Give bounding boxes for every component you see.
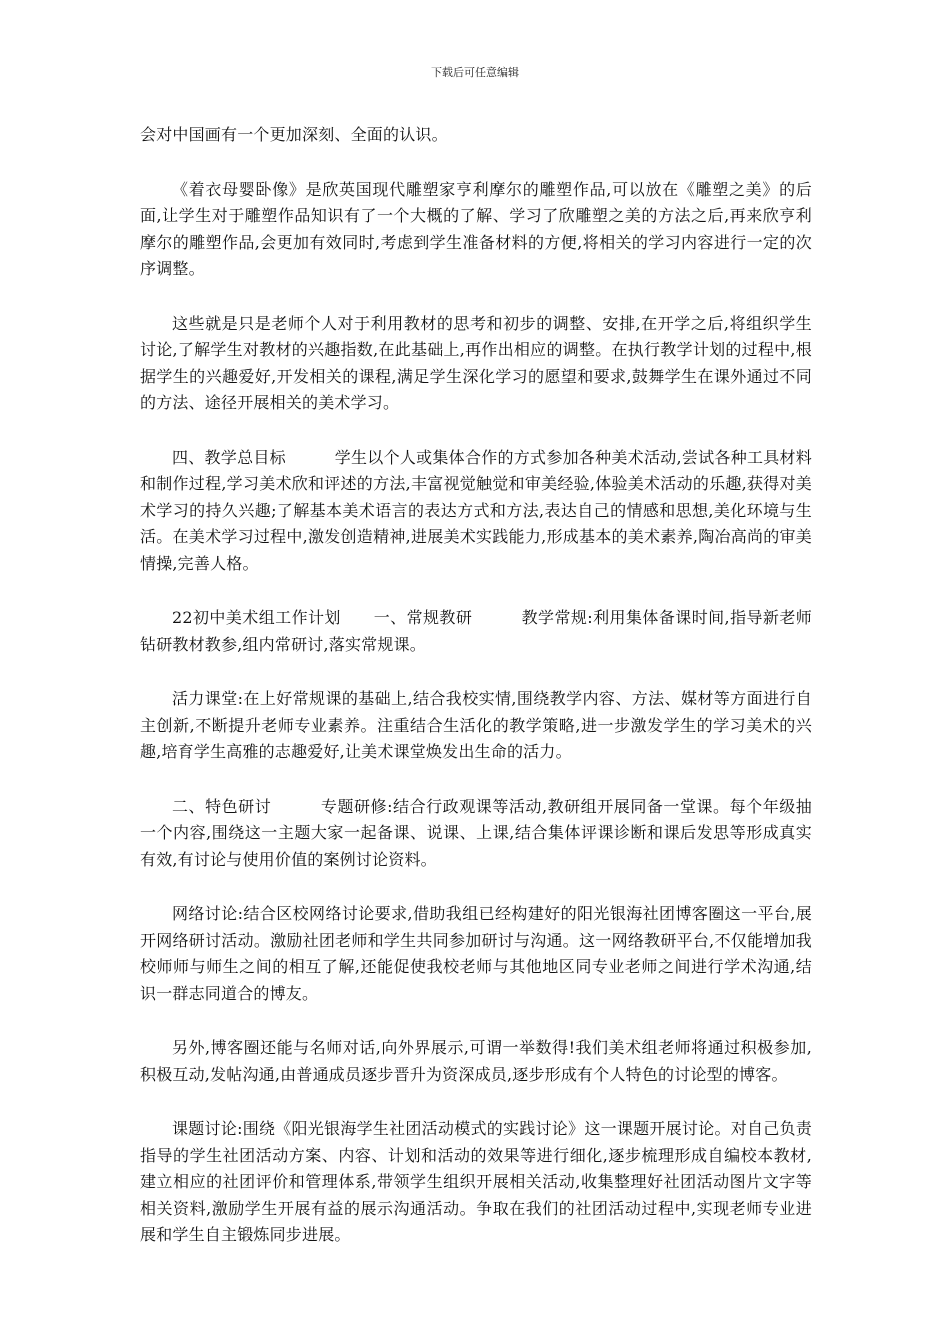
paragraph-10: 课题讨论:围绕《阳光银海学生社团活动模式的实践讨论》这一课题开展讨论。对自己负责指导的学生社团活动方案、内容、计划和活动的效果等进行细化,逐步梳理形成自编校本教材,建立相应的社团评价和管理体系,带领学生组织开展相关活动,收集整理好社团活动图片文字等相关资料,激励学生开展有益的展示沟通活动。争取在我们的社团活动过程中,实现老师专业进展和学生自主锻炼同步进展。 [140,1119,812,1244]
document-body [140,122,812,1249]
paragraph-4: 四、教学总目标 学生以个人或集体合作的方式参加各种美术活动,尝试各种工具材料和制作过程,学习美术欣和评述的方法,丰富视觉触觉和审美经验,体验美术活动的乐趣,获得对美术学习的持久兴趣;了解基本美术语言的表达方式和方法,表达自己的情感和思想,美化环境与生活。在美术学习过程中,激发创造精神,进展美术实践能力,形成基本的美术素养,陶冶高尚的审美情操,完善人格。 [140,447,812,573]
page-header: 下载后可任意编辑 [431,66,519,79]
paragraph-9: 另外,博客圈还能与名师对话,向外界展示,可谓一举数得!我们美术组老师将通过积极参加,积极互动,发帖沟通,由普通成员逐步晋升为资深成员,逐步形成有个人特色的讨论型的博客。 [140,1038,812,1084]
paragraph-3: 这些就是只是老师个人对于利用教材的思考和初步的调整、安排,在开学之后,将组织学生讨论,了解学生对教材的兴趣指数,在此基础上,再作出相应的调整。在执行教学计划的过程中,根据学生的兴趣爱好,开发相关的课程,满足学生深化学习的愿望和要求,鼓舞学生在课外通过不同的方法、途径开展相关的美术学习。 [140,313,812,412]
paragraph-1: 会对中国画有一个更加深刻、全面的认识。 [140,125,448,144]
paragraph-7: 二、特色研讨 专题研修:结合行政观课等活动,教研组开展同备一堂课。每个年级抽一个内容,围绕这一主题大家一起备课、说课、上课,结合集体评课诊断和课后发思等形成真实有效,有讨论与使用价值的案例讨论资料。 [140,796,812,869]
paragraph-5: 22初中美术组工作计划 一、常规教研 教学常规:利用集体备课时间,指导新老师钻研教材教参,组内常研讨,落实常规课。 [140,608,812,654]
paragraph-2: 《着衣母婴卧像》是欣英国现代雕塑家亨利摩尔的雕塑作品,可以放在《雕塑之美》的后面,让学生对于雕塑作品知识有了一个大概的了解、学习了欣雕塑之美的方法之后,再来欣亨利摩尔的雕塑作品,会更加有效同时,考虑到学生准备材料的方便,将相关的学习内容进行一定的次序调整。 [140,179,812,278]
paragraph-8: 网络讨论:结合区校网络讨论要求,借助我组已经构建好的阳光银海社团博客圈这一平台,展开网络研讨活动。激励社团老师和学生共同参加研讨与沟通。这一网络教研平台,不仅能增加我校师师与师生之间的相互了解,还能促使我校老师与其他地区同专业老师之间进行学术沟通,结识一群志同道合的博友。 [140,904,812,1003]
paragraph-6: 活力课堂:在上好常规课的基础上,结合我校实情,围绕教学内容、方法、媒材等方面进行自主创新,不断提升老师专业素养。注重结合生活化的教学策略,进一步激发学生的学习美术的兴趣,培育学生高雅的志趣爱好,让美术课堂焕发出生命的活力。 [140,689,812,761]
